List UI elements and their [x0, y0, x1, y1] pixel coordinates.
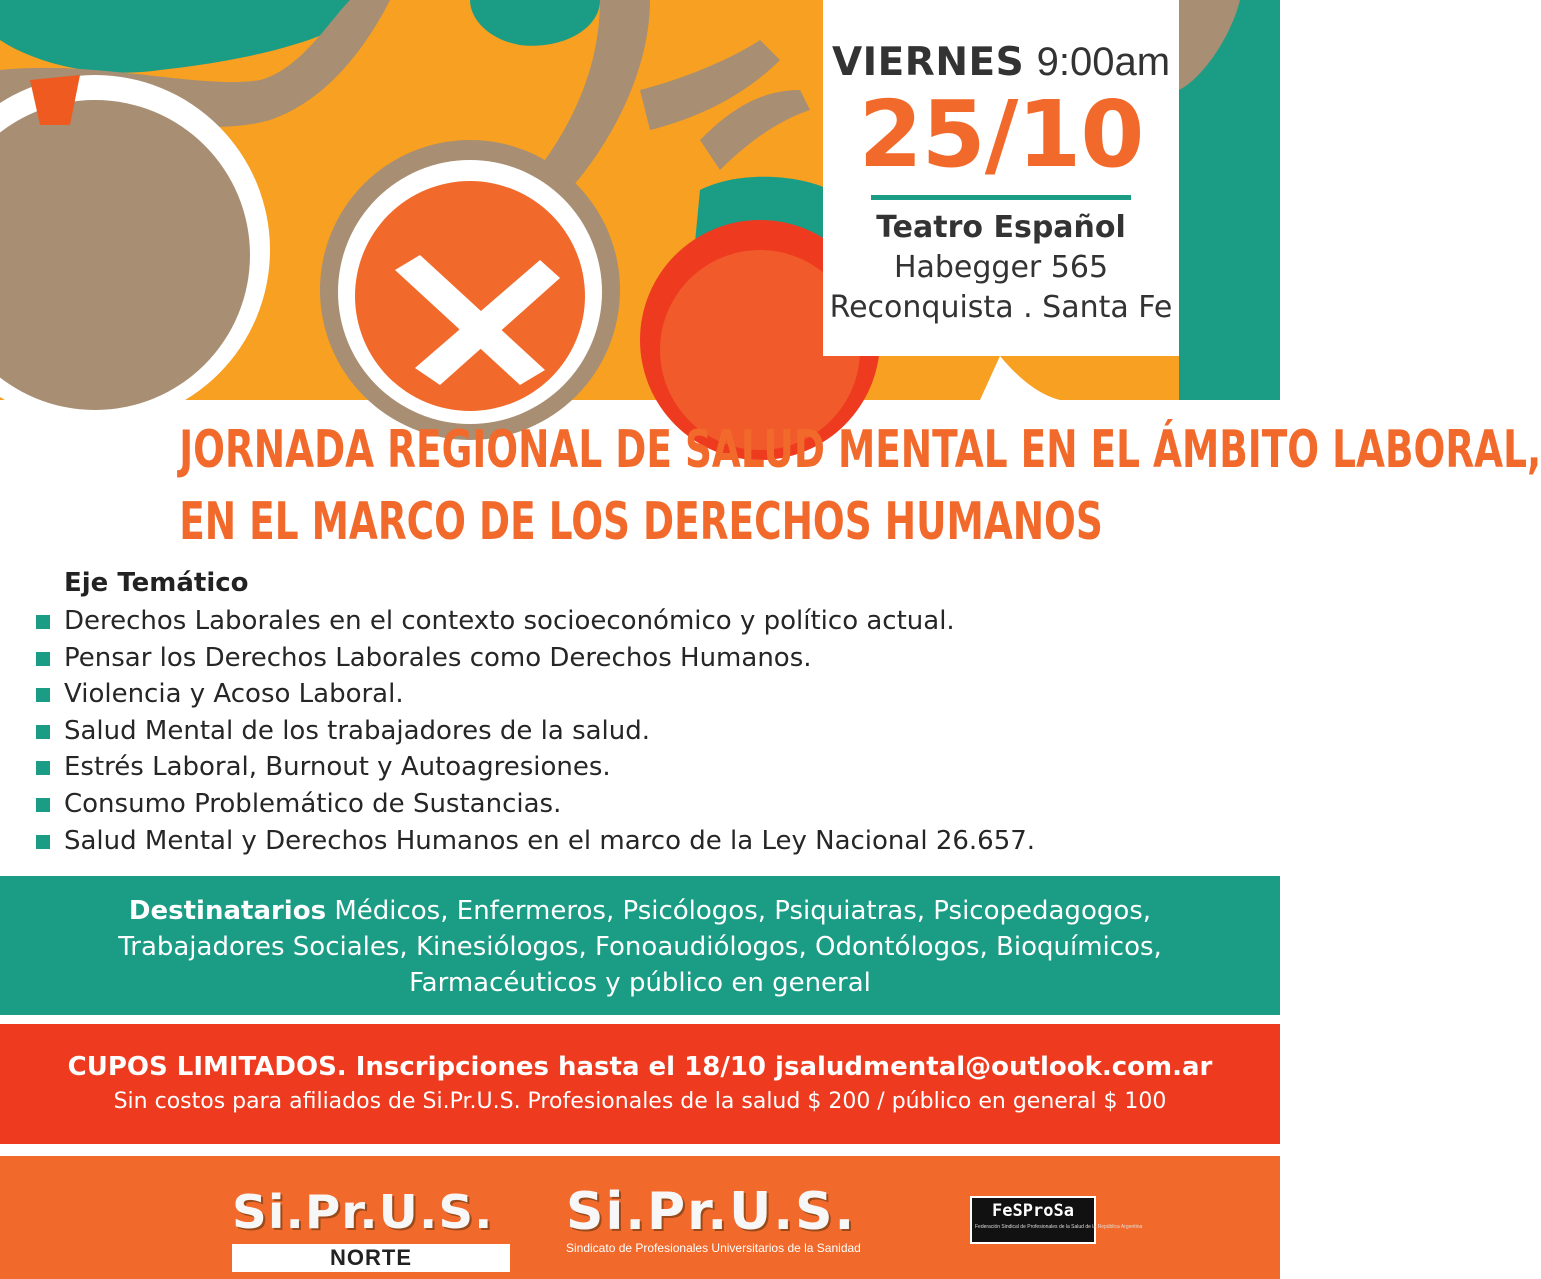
- bullet-square-icon: [36, 725, 50, 739]
- bullet-square-icon: [36, 615, 50, 629]
- list-item: Violencia y Acoso Laboral.: [36, 676, 1035, 713]
- siprus-subtitle: Sindicato de Profesionales Universitarios de la Sanidad: [566, 1241, 861, 1255]
- fesprosa-wordmark: FeSProSa: [992, 1201, 1074, 1221]
- siprus-norte-band: NORTE: [232, 1244, 510, 1272]
- event-address: Habegger 565: [893, 250, 1109, 285]
- destinatarios-line-3: Farmacéuticos y público en general: [409, 968, 871, 998]
- list-item: Derechos Laborales en el contexto socioeconómico y político actual.: [36, 603, 1035, 640]
- eje-list: [36, 603, 1035, 859]
- siprus-norte-wordmark: Si.Pr.U.S.: [232, 1185, 494, 1239]
- fesprosa-subtitle: Federación Sindical de Profesionales de la Salud de la República Argentina: [975, 1224, 1143, 1230]
- event-date-card: [823, 0, 1179, 356]
- bullet-square-icon: [36, 835, 50, 849]
- event-title: [179, 414, 1541, 558]
- fesprosa-logo: [970, 1196, 1143, 1244]
- hero-illustration: [0, 0, 1280, 400]
- event-city: Reconquista . Santa Fe: [829, 290, 1173, 325]
- date-divider: [871, 195, 1131, 200]
- title-line-1: JORNADA REGIONAL DE SALUD MENTAL EN EL ÁMBITO LABORAL,: [179, 420, 1541, 480]
- event-venue: Teatro Español: [876, 210, 1126, 245]
- bullet-square-icon: [36, 688, 50, 702]
- event-day: VIERNES: [831, 40, 1025, 85]
- destinatarios-label: Destinatarios: [128, 896, 327, 926]
- destinatarios-band: [0, 876, 1280, 1015]
- cupos-band: [0, 1024, 1280, 1144]
- list-item: Estrés Laboral, Burnout y Autoagresiones.: [36, 749, 1035, 786]
- siprus-norte-logo: [232, 1186, 510, 1272]
- bullet-square-icon: [36, 798, 50, 812]
- cupos-headline: CUPOS LIMITADOS. Inscripciones hasta el 18/10 jsaludmental@outlook.com.ar: [67, 1052, 1213, 1082]
- event-day-time: [823, 38, 1179, 87]
- siprus-logo: [566, 1184, 916, 1256]
- destinatarios-line-1: Destinatarios Médicos, Enfermeros, Psicólogos, Psiquiatras, Psicopedagogos,: [128, 896, 1152, 926]
- event-date: 25/10: [858, 81, 1144, 188]
- bullet-square-icon: [36, 652, 50, 666]
- event-time: 9:00am: [1036, 40, 1171, 84]
- siprus-wordmark: Si.Pr.U.S.: [566, 1182, 857, 1242]
- footer-logos: [0, 1156, 1280, 1279]
- list-item: Salud Mental y Derechos Humanos en el marco de la Ley Nacional 26.657.: [36, 823, 1035, 860]
- title-line-2: EN EL MARCO DE LOS DERECHOS HUMANOS: [179, 492, 1103, 552]
- destinatarios-line-2: Trabajadores Sociales, Kinesiólogos, Fonoaudiólogos, Odontólogos, Bioquímicos,: [118, 932, 1162, 962]
- cupos-pricing: Sin costos para afiliados de Si.Pr.U.S. Profesionales de la salud $ 200 / público en general $ 100: [113, 1089, 1167, 1114]
- bullet-square-icon: [36, 761, 50, 775]
- list-item: Consumo Problemático de Sustancias.: [36, 786, 1035, 823]
- list-item: Pensar los Derechos Laborales como Derechos Humanos.: [36, 640, 1035, 677]
- list-item: Salud Mental de los trabajadores de la salud.: [36, 713, 1035, 750]
- eje-heading: Eje Temático: [64, 568, 249, 598]
